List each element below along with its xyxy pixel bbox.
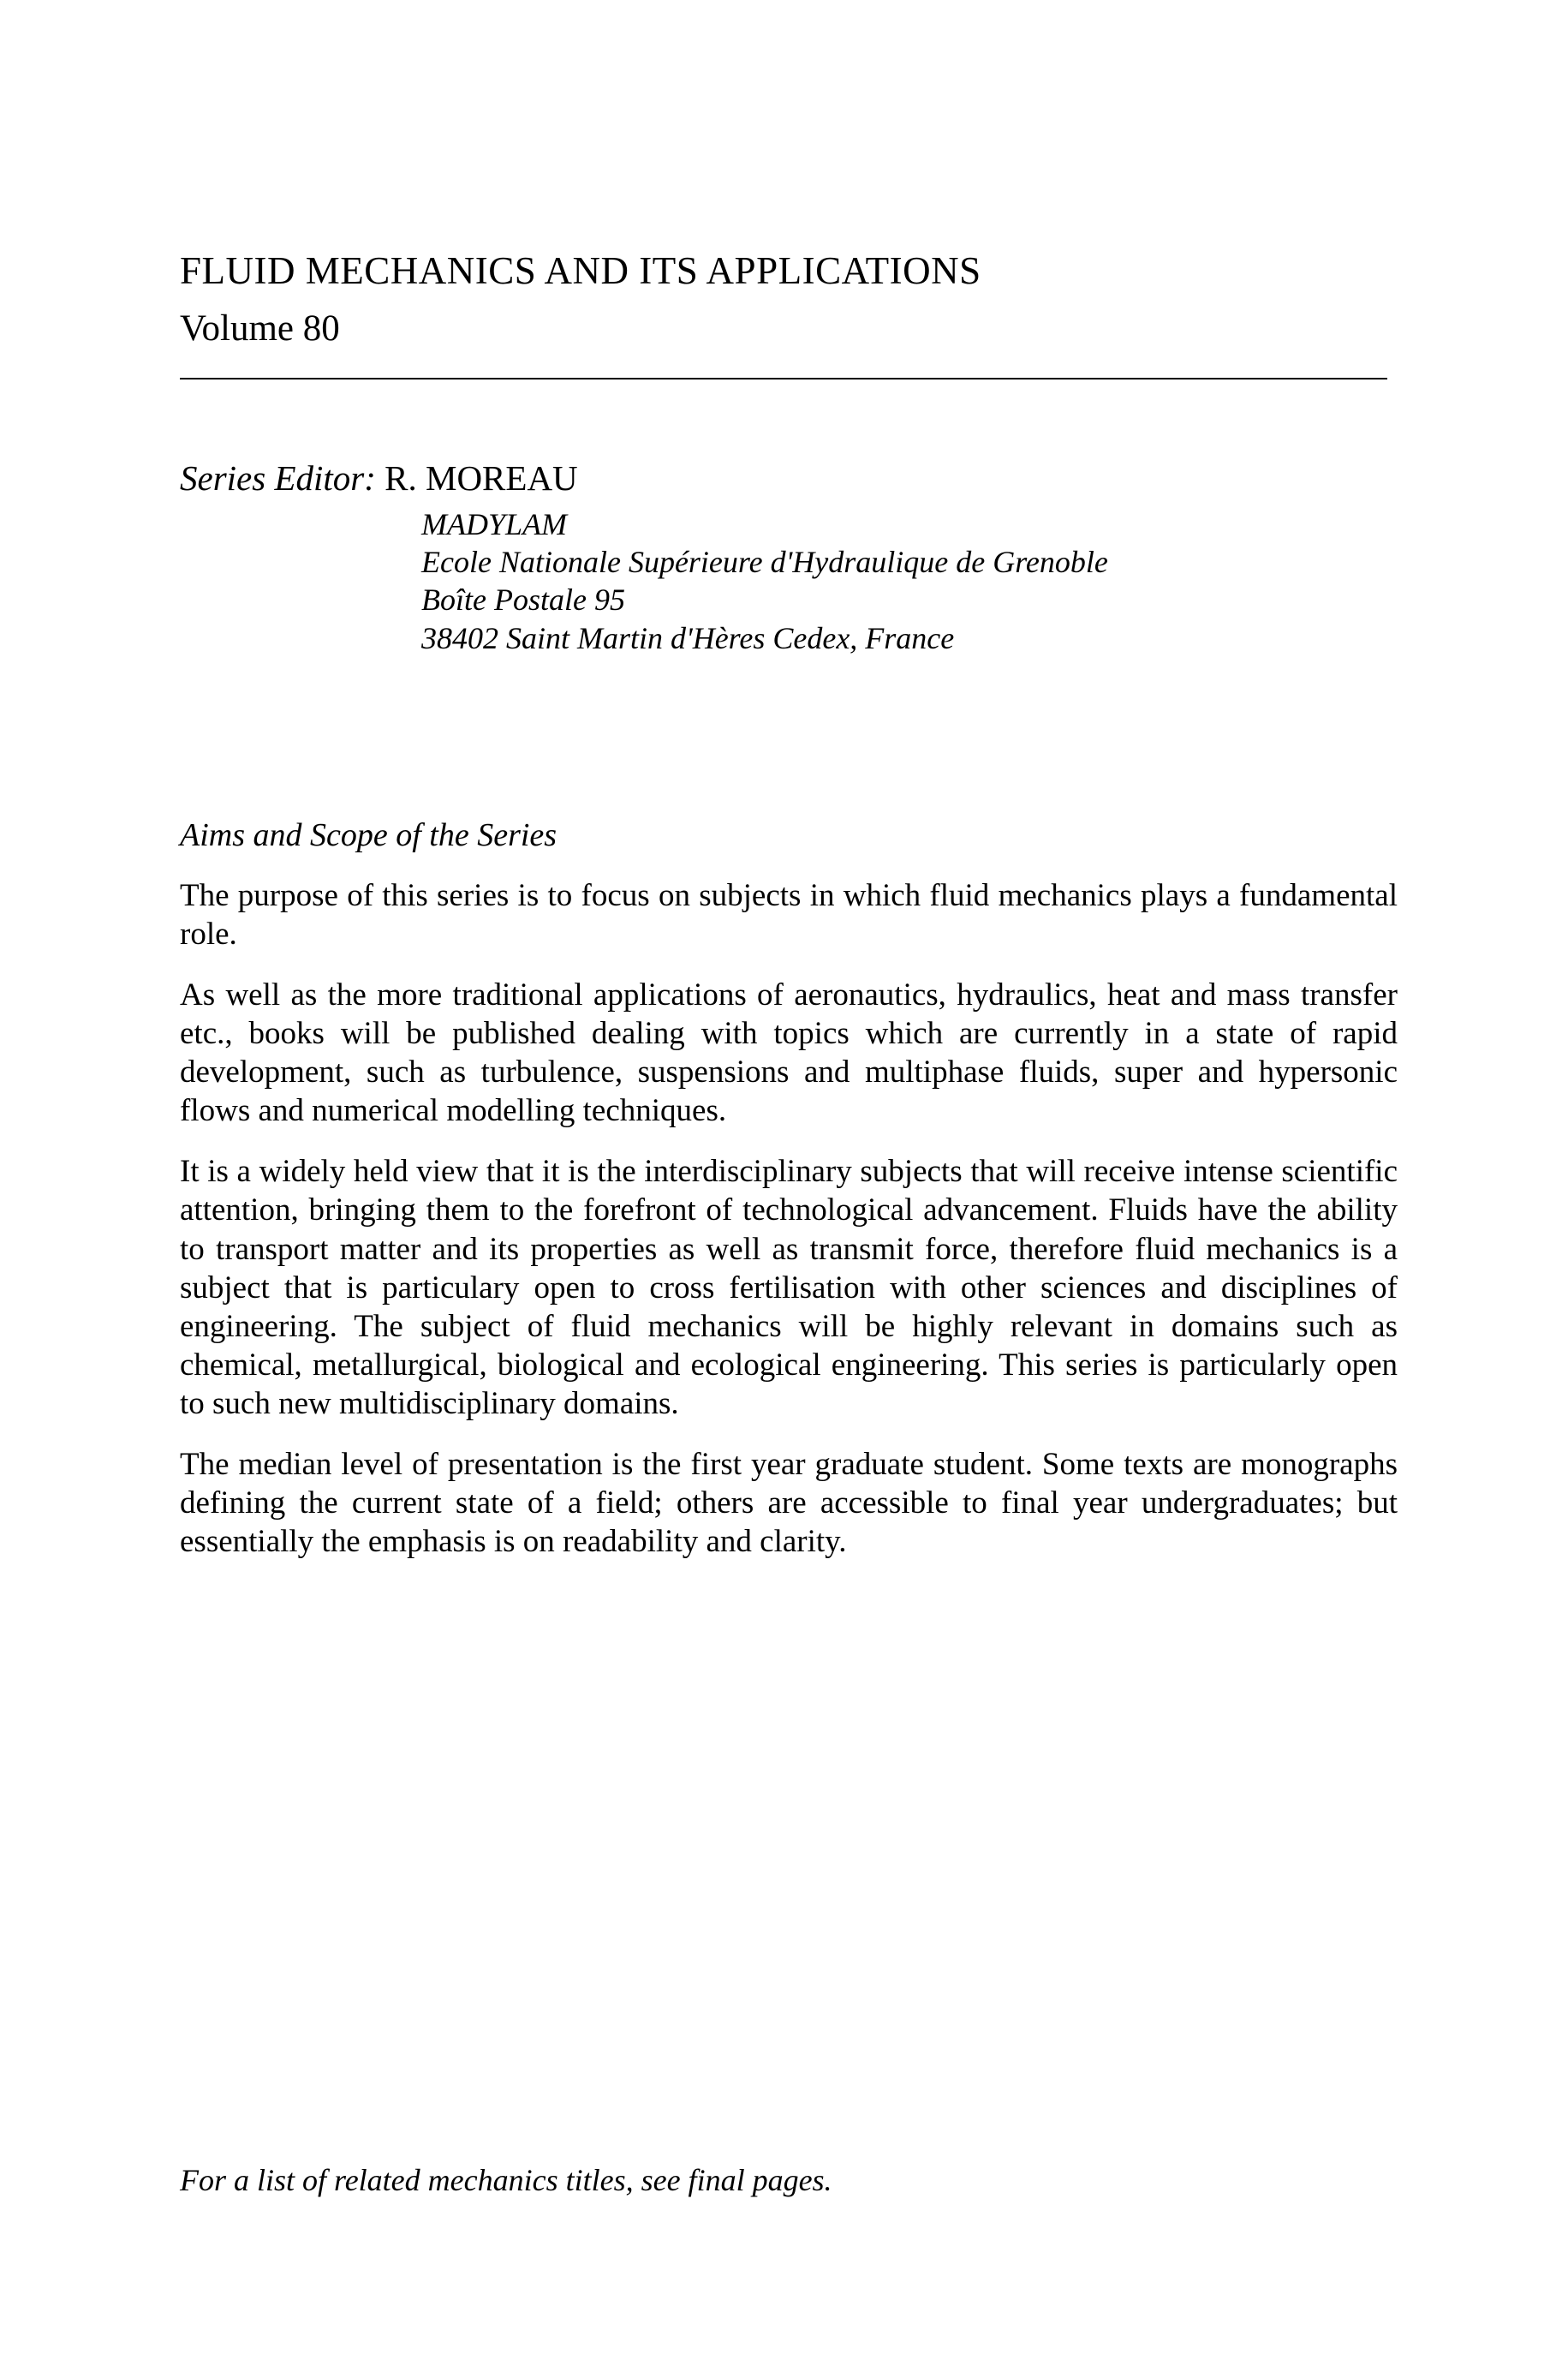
affiliation-line-postbox: Boîte Postale 95 [421, 583, 625, 618]
affiliation-line-institute: MADYLAM [421, 506, 567, 541]
horizontal-rule [180, 378, 1387, 379]
aims-and-scope-body [180, 876, 1398, 1562]
editor-affiliation-block [421, 505, 1398, 657]
series-editor-name: R. MOREAU [385, 457, 578, 498]
related-titles-note: For a list of related mechanics titles, see final pages. [180, 2163, 832, 2197]
aims-paragraph-4: The median level of presentation is the first year graduate student. Some texts are monographs defining the current state of a field; others are accessible to final year undergraduates; but essentially the emphasis is on readability and clarity. [180, 1447, 1398, 1560]
aims-and-scope-heading: Aims and Scope of the Series [180, 817, 557, 853]
page-content [180, 0, 1398, 1584]
affiliation-line-school: Ecole Nationale Supérieure d'Hydraulique de Grenoble [421, 545, 1108, 580]
aims-paragraph-1: The purpose of this series is to focus on subjects in which fluid mechanics plays a fundamental role. [180, 877, 1398, 952]
affiliation-line-city: 38402 Saint Martin d'Hères Cedex, France [421, 620, 955, 655]
volume-number: Volume 80 [180, 308, 340, 349]
aims-paragraph-2: As well as the more traditional applications of aeronautics, hydraulics, heat and mass transfer etc., books will be published dealing with topics which are currently in a state of rapid development, such as turbulence, suspensions and multiphase fluids, super and hypersonic flows and numerical modelling techniques. [180, 977, 1398, 1129]
series-editor-label: Series Editor: [180, 457, 376, 498]
series-title: FLUID MECHANICS AND ITS APPLICATIONS [180, 249, 981, 292]
aims-paragraph-3: It is a widely held view that it is the interdisciplinary subjects that will receive intense scientific attention, bringing them to the forefront of technological advancement. Fluids have the ability to transport matter and its properties as well as transmit force, therefore fluid mechanics is a subject that is particulary open to cross fertilisation with other sciences and disciplines of engineering. The subject of fluid mechanics will be highly relevant in domains such as chemical, metallurgical, biological and ecological engineering. This series is particularly open to such new multidisciplinary domains. [180, 1154, 1398, 1422]
series-editor-line [180, 458, 1398, 499]
